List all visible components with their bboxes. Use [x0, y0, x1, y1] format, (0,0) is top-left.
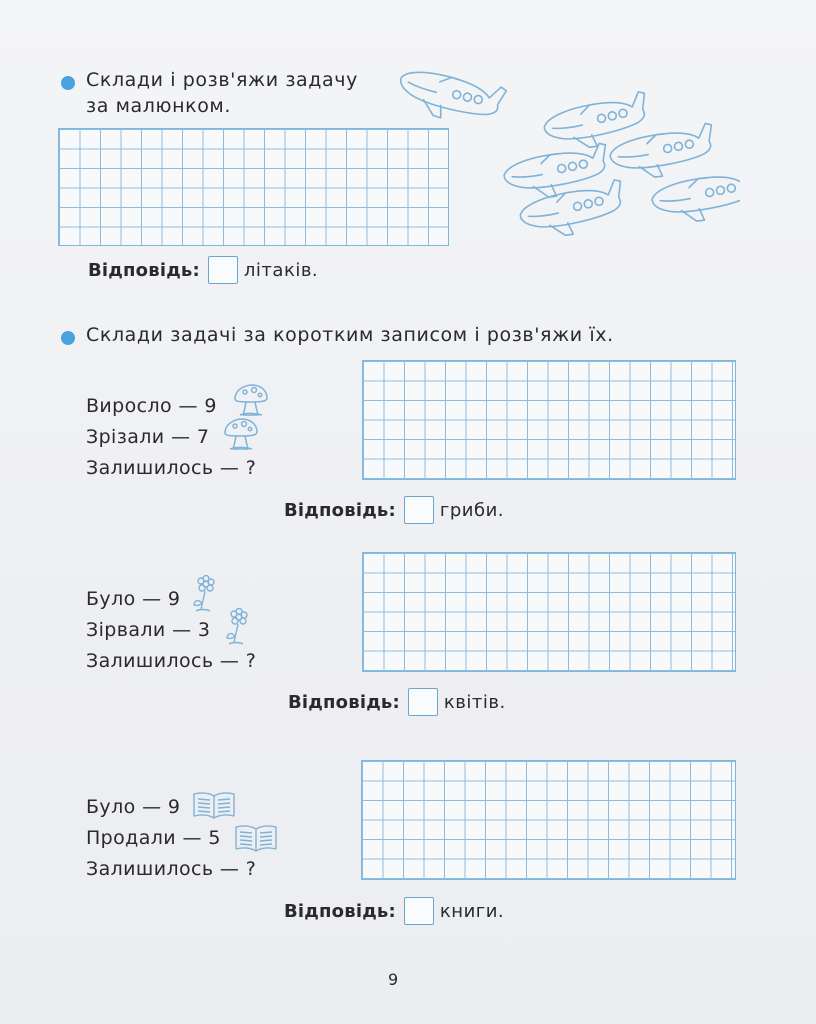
task1-prompt-line1: Склади і розв'яжи задачу	[86, 69, 358, 91]
problem3-answer-unit: книги.	[439, 900, 505, 922]
problem2-answer-label: Відповідь:	[288, 691, 400, 713]
problem1-line2: Зрізали — 7	[86, 426, 210, 448]
task1-answer-grid[interactable]	[58, 128, 449, 246]
task1-prompt-line2: за малюнком.	[86, 95, 231, 117]
problem1-answer-box[interactable]	[404, 496, 434, 524]
problem3-line1: Було — 9	[86, 796, 181, 818]
task2-bullet	[61, 331, 75, 345]
problem1-answer-unit: гриби.	[439, 499, 505, 521]
mushroom-icon	[232, 383, 270, 417]
airplanes-illustration-icon	[392, 64, 740, 236]
page-number: 9	[388, 970, 399, 989]
problem3-line3: Залишилось — ?	[86, 858, 257, 880]
problem2-answer-unit: квітів.	[443, 691, 506, 713]
problem2-line1: Було — 9	[86, 588, 181, 610]
mushroom-icon	[222, 417, 260, 451]
problem2-line3: Залишилось — ?	[86, 650, 257, 672]
task1-answer-box[interactable]	[208, 256, 238, 284]
problem1-answer-label: Відповідь:	[284, 499, 396, 521]
task1-answer-unit: літаків.	[243, 259, 319, 281]
problem3-answer-label: Відповідь:	[284, 900, 396, 922]
problem2-answer-box[interactable]	[408, 688, 438, 716]
problem3-answer	[284, 897, 504, 925]
task1-answer	[88, 256, 318, 284]
problem3-answer-box[interactable]	[404, 897, 434, 925]
book-icon	[192, 790, 236, 820]
problem2-line2: Зірвали — 3	[86, 619, 211, 641]
problem1-answer	[284, 496, 504, 524]
flower-icon	[190, 575, 216, 613]
problem1-line1: Виросло — 9	[86, 395, 217, 417]
task2-prompt: Склади задачі за коротким записом і розв'яжи їх.	[86, 324, 614, 346]
problem2-answer-grid[interactable]	[362, 552, 736, 672]
book-icon	[234, 823, 278, 853]
problem2-answer	[288, 688, 506, 716]
task1-bullet	[61, 76, 75, 90]
problem1-line3: Залишилось — ?	[86, 457, 257, 479]
problem3-answer-grid[interactable]	[361, 760, 736, 880]
flower-icon	[223, 608, 249, 646]
problem3-line2: Продали — 5	[86, 827, 221, 849]
task1-answer-label: Відповідь:	[88, 259, 200, 281]
problem1-answer-grid[interactable]	[362, 360, 736, 480]
